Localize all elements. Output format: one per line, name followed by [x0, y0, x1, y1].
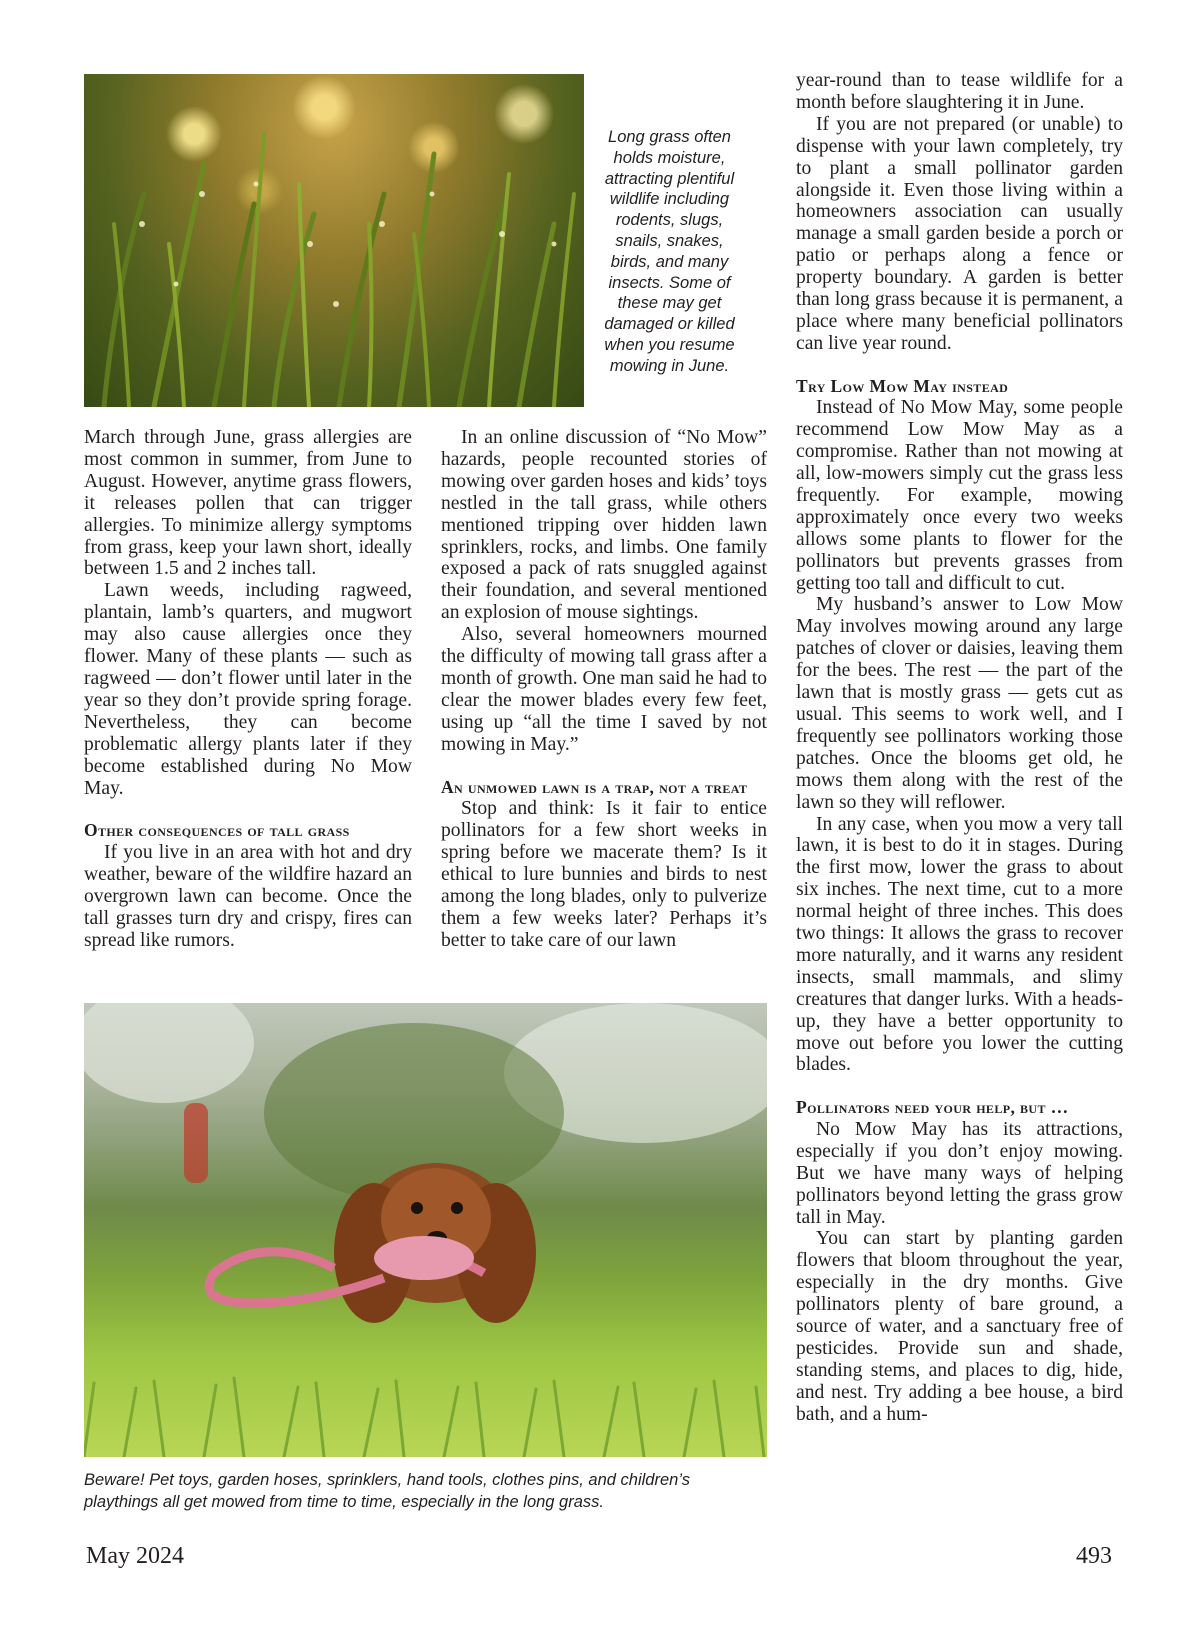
paragraph: Instead of No Mow May, some people recommend Low Mow May as a compromise. Rather than not mowing at all, low-mowers simply cut the grass less frequently. For example, mowing approximately once every two weeks allows some plants to flower for the pollinators but prevents grasses from getting too tall and difficult to cut.	[796, 397, 1123, 594]
grass-dew-photo	[84, 74, 584, 407]
paragraph: year-round than to tease wildlife for a month before slaughtering it in June.	[796, 70, 1123, 113]
paragraph: Also, several homeowners mourned the difficulty of mowing tall grass after a month of growth. One man said he had to clear the mower blades every few feet, using up “all the time I saved by not mowing in May.”	[441, 624, 767, 755]
article-column-1	[84, 427, 412, 951]
section-heading: Other consequences of tall grass	[84, 820, 350, 841]
page-number: 493	[1076, 1543, 1112, 1569]
paragraph: Lawn weeds, including ragweed, plantain, lamb’s quarters, and mugwort may also cause allergies once they flower. Many of these plants — such as ragweed — don’t flower until later in the year so they don’t provide spring forage. Nevertheless, they can become problematic allergy plants later if they become established during No Mow May.	[84, 580, 412, 799]
paragraph: You can start by planting garden flowers that bloom throughout the year, especially in the dry months. Give pollinators plenty of bare ground, a source of water, and a sanctuary free of pesticides. Provide sun and shade, standing stems, and places to dig, hide, and nest. Try adding a bee house, a bird bath, and a hum-	[796, 1228, 1123, 1425]
grass-blades-illustration	[84, 74, 584, 407]
paragraph: No Mow May has its attractions, especially if you don’t enjoy mowing. But we have many ways of helping pollinators beyond letting the grass grow tall in May.	[796, 1118, 1123, 1228]
section-heading: Pollinators need your help, but …	[796, 1097, 1069, 1118]
paragraph: If you live in an area with hot and dry weather, beware of the wildfire hazard an overgrown lawn can become. Once the tall grasses turn dry and crispy, fires can spread like rumors.	[84, 841, 412, 951]
paragraph: March through June, grass allergies are most common in summer, from June to August. However, anytime grass flowers, it releases pollen that can trigger allergies. To minimize allergy symptoms from grass, keep your lawn short, ideally between 1.5 and 2 inches tall.	[84, 427, 412, 580]
dog-with-toy-photo	[84, 1003, 767, 1457]
section-heading: Try Low Mow May instead	[796, 375, 1009, 396]
grass-photo-caption: Long grass often holds moisture, attracting plentiful wildlife including rodents, slugs, snails, snakes, birds, and many insects. Some of these may get damaged or killed when you resume mowing in June.	[604, 128, 735, 375]
article-column-2	[441, 427, 767, 951]
dog-illustration	[84, 1003, 767, 1457]
paragraph: In any case, when you mow a very tall lawn, it is best to do it in stages. During the first mow, lower the grass to about six inches. The next time, cut to a more normal height of three inches. This does two things: It allows the grass to recover more naturally, and it warns any resident insects, small mammals, and slimy creatures that danger lurks. With a heads-up, they have a better opportunity to move out before you lower the cutting blades.	[796, 813, 1123, 1076]
dog-photo-caption: Beware! Pet toys, garden hoses, sprinklers, hand tools, clothes pins, and children’s playthings all get mowed from time to time, especially in the long grass.	[84, 1471, 690, 1511]
issue-date: May 2024	[86, 1543, 184, 1569]
section-heading: An unmowed lawn is a trap, not a treat	[441, 776, 748, 797]
paragraph: Stop and think: Is it fair to entice pollinators for a few short weeks in spring before we macerate them? Is it ethical to lure bunnies and birds to nest among the long blades, only to pulverize them a few weeks later? Perhaps it’s better to take care of our lawn	[441, 798, 767, 951]
article-column-3	[796, 70, 1123, 1426]
paragraph: My husband’s answer to Low Mow May involves mowing around any large patches of clover or daisies, leaving them for the bees. The rest — the part of the lawn that is mostly grass — gets cut as usual. This seems to work well, and I frequently see pollinators working those patches. Once the blooms get old, he mows them along with the rest of the lawn so they will reflower.	[796, 594, 1123, 813]
paragraph: In an online discussion of “No Mow” hazards, people recounted stories of mowing over garden hoses and kids’ toys nestled in the tall grass, while others mentioned tripping over hidden lawn sprinklers, rocks, and limbs. One family exposed a pack of rats snuggled against their foundation, and several mentioned an explosion of mouse sightings.	[441, 427, 767, 624]
paragraph: If you are not prepared (or unable) to dispense with your lawn completely, try to plant a small pollinator garden alongside it. Even those living within a homeowners association can usually manage a small garden beside a porch or patio or perhaps along a fence or property boundary. A garden is better than long grass because it is permanent, a place where many beneficial pollinators can live year round.	[796, 113, 1123, 354]
